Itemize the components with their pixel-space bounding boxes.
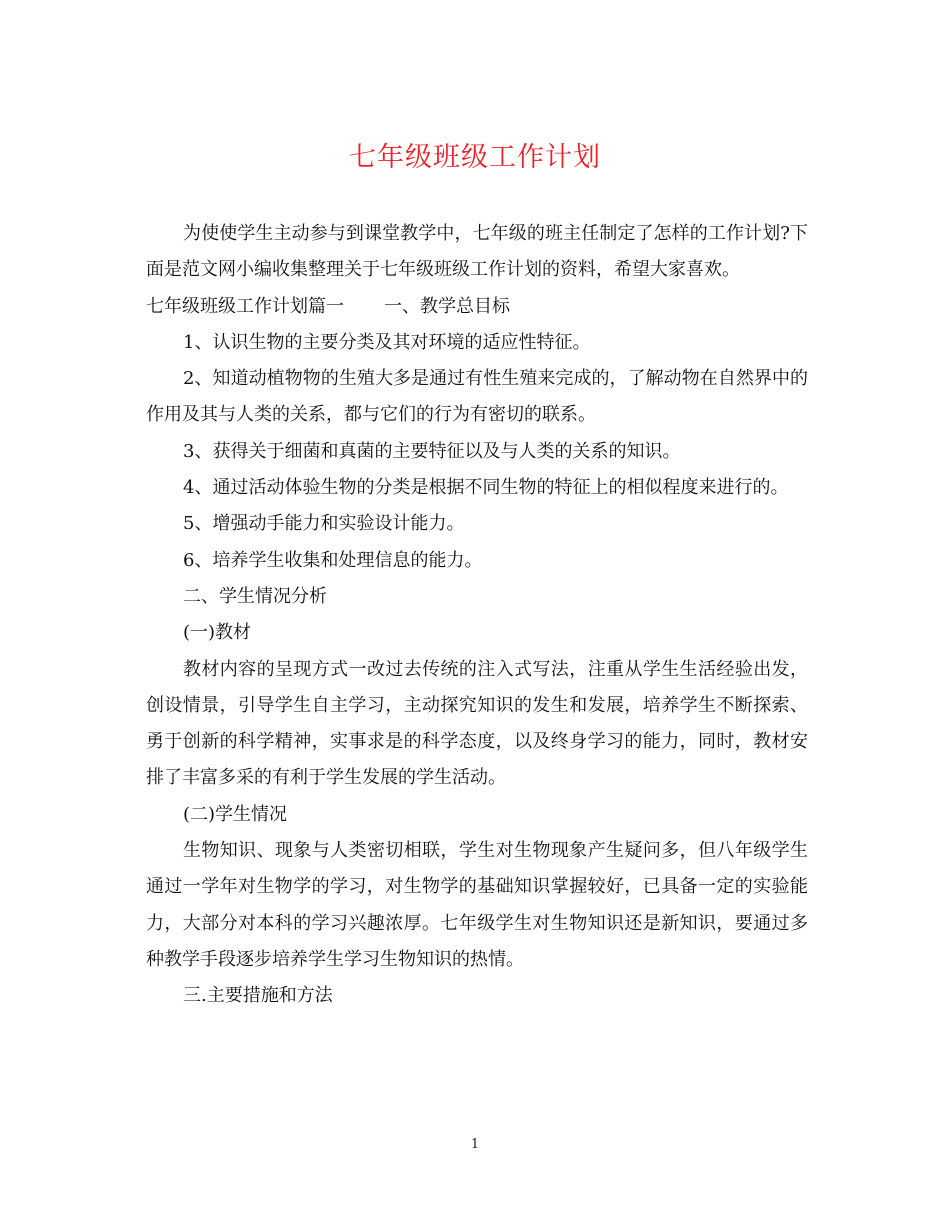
intro-paragraph: 为使使学生主动参与到课堂教学中，七年级的班主任制定了怎样的工作计划?下面是范文网小编收集整理关于七年级班级工作计划的资料，希望大家喜欢。 xyxy=(146,223,808,281)
goal-item-2: 2、知道动植物物的生殖大多是通过有性生殖来完成的，了解动物在自然界中的作用及其与人类的关系，都与它们的行为有密切的联系。 xyxy=(146,368,808,426)
student-situation-paragraph: 生物知识、现象与人类密切相联，学生对生物现象产生疑问多，但八年级学生通过一学年对生物学的学习，对生物学的基础知识掌握较好，已具备一定的实验能力，大部分对本科的学习兴趣浓厚。七年级学生对生物知识还是新知识，要通过多种教学手段逐步培养学生学习生物知识的热情。 xyxy=(146,840,808,970)
goal-item-3: 3、获得关于细菌和真菌的主要特征以及与人类的关系的知识。 xyxy=(183,440,681,462)
textbook-paragraph: 教材内容的呈现方式一改过去传统的注入式写法，注重从学生生活经验出发，创设情景，引导学生自主学习，主动探究知识的发生和发展，培养学生不断探索、勇于创新的科学精神，实事求是的科学态度，以及终身学习的能力，同时，教材安排了丰富多采的有利于学生发展的学生活动。 xyxy=(146,658,808,789)
goal-item-6: 6、培养学生收集和处理信息的能力。 xyxy=(183,549,483,571)
goal-item-4: 4、通过活动体验生物的分类是根据不同生物的特征上的相似程度来进行的。 xyxy=(183,477,789,499)
student-situation-subheading: (二)学生情况 xyxy=(183,803,288,825)
measures-heading: 三.主要措施和方法 xyxy=(183,985,333,1007)
page-number: 1 xyxy=(470,1137,480,1152)
goal-item-1: 1、认识生物的主要分类及其对环境的适应性特征。 xyxy=(183,331,591,353)
section-heading xyxy=(146,289,808,325)
textbook-subheading: (一)教材 xyxy=(183,622,252,644)
student-analysis-heading: 二、学生情况分析 xyxy=(183,585,327,607)
goal-item-5: 5、增强动手能力和实验设计能力。 xyxy=(183,513,465,535)
section-heading-subtitle: 一、教学总目标 xyxy=(384,295,510,317)
section-heading-title: 七年级班级工作计划篇一 xyxy=(146,295,344,317)
document-title: 七年级班级工作计划 xyxy=(349,142,601,173)
document-body xyxy=(146,216,808,1015)
